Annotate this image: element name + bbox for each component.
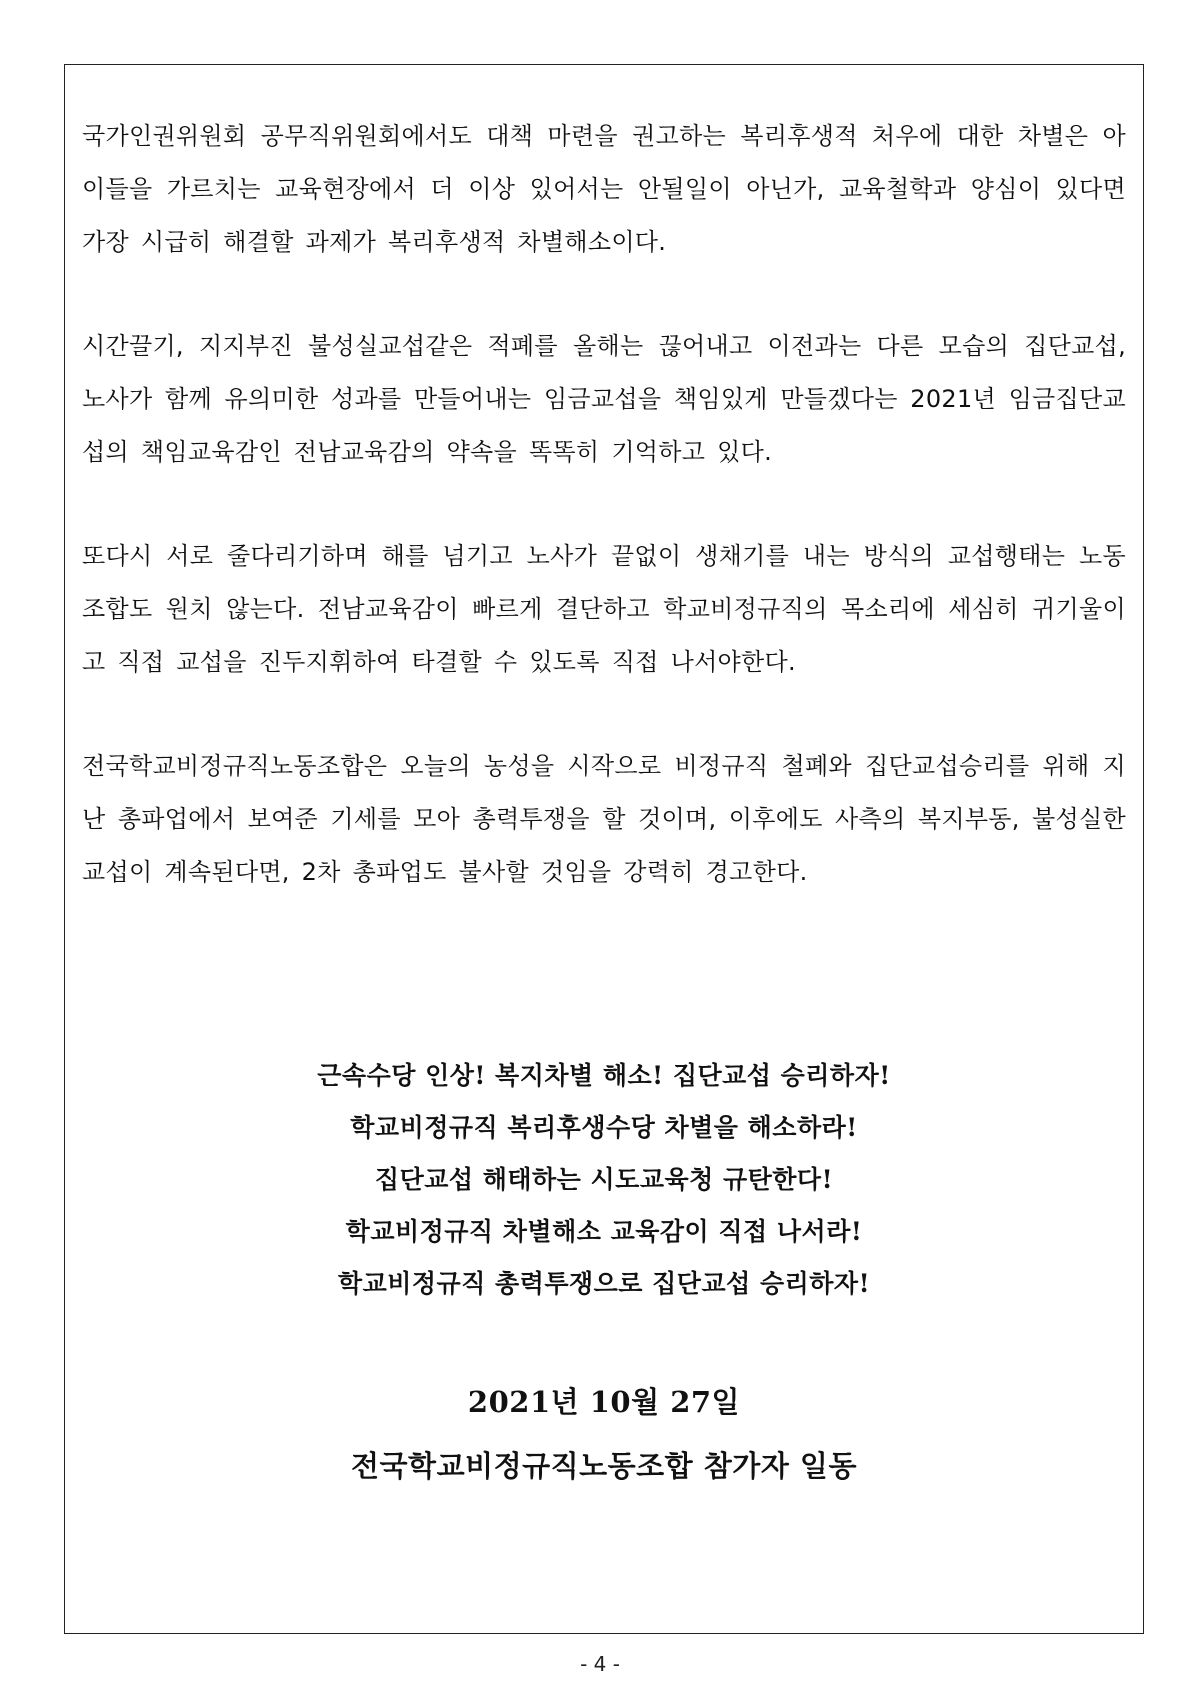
page-number: - 4 - [580, 1652, 620, 1676]
slogan-4: 학교비정규직 차별해소 교육감이 직접 나서라! [345, 1217, 863, 1246]
slogan-5: 학교비정규직 총력투쟁으로 집단교섭 승리하자! [337, 1269, 871, 1298]
slogan-1: 근속수당 인상! 복지차별 해소! 집단교섭 승리하자! [317, 1061, 891, 1090]
slogan-3: 집단교섭 해태하는 시도교육청 규탄한다! [374, 1165, 834, 1194]
paragraph-3: 또다시 서로 줄다리기하며 해를 넘기고 노사가 끝없이 생채기를 내는 방식의 교섭행태는 노동조합도 원치 않는다. 전남교육감이 빠르게 결단하고 학교비정규직의 목소리에 세심히 귀기울이고 직접 교섭을 진두지휘하여 타결할 수 있도록 직접 나서야한다. [82, 542, 1126, 676]
paragraph-1: 국가인권위원회 공무직위원회에서도 대책 마련을 권고하는 복리후생적 처우에 대한 차별은 아이들을 가르치는 교육현장에서 더 이상 있어서는 안될일이 아닌가, 교육철학과 양심이 있다면 가장 시급히 해결할 과제가 복리후생적 차별해소이다. [82, 122, 1126, 256]
signing-organization: 전국학교비정규직노동조합 참가자 일동 [351, 1449, 857, 1483]
slogan-list [64, 1050, 1144, 1310]
slogan-2: 학교비정규직 복리후생수당 차별을 해소하라! [350, 1113, 858, 1142]
signature-block [64, 1370, 1144, 1498]
paragraph-2: 시간끌기, 지지부진 불성실교섭같은 적폐를 올해는 끊어내고 이전과는 다른 모습의 집단교섭, 노사가 함께 유의미한 성과를 만들어내는 임금교섭을 책임있게 만들겠다는 2021년 임금집단교섭의 책임교육감인 전남교육감의 약속을 똑똑히 기억하고 있다. [82, 332, 1126, 466]
paragraph-4: 전국학교비정규직노동조합은 오늘의 농성을 시작으로 비정규직 철폐와 집단교섭승리를 위해 지난 총파업에서 보여준 기세를 모아 총력투쟁을 할 것이며, 이후에도 사측의 복지부동, 불성실한 교섭이 계속된다면, 2차 총파업도 불사할 것임을 강력히 경고한다. [82, 752, 1126, 886]
statement-date: 2021년 10월 27일 [467, 1385, 741, 1419]
statement-body [82, 110, 1126, 950]
